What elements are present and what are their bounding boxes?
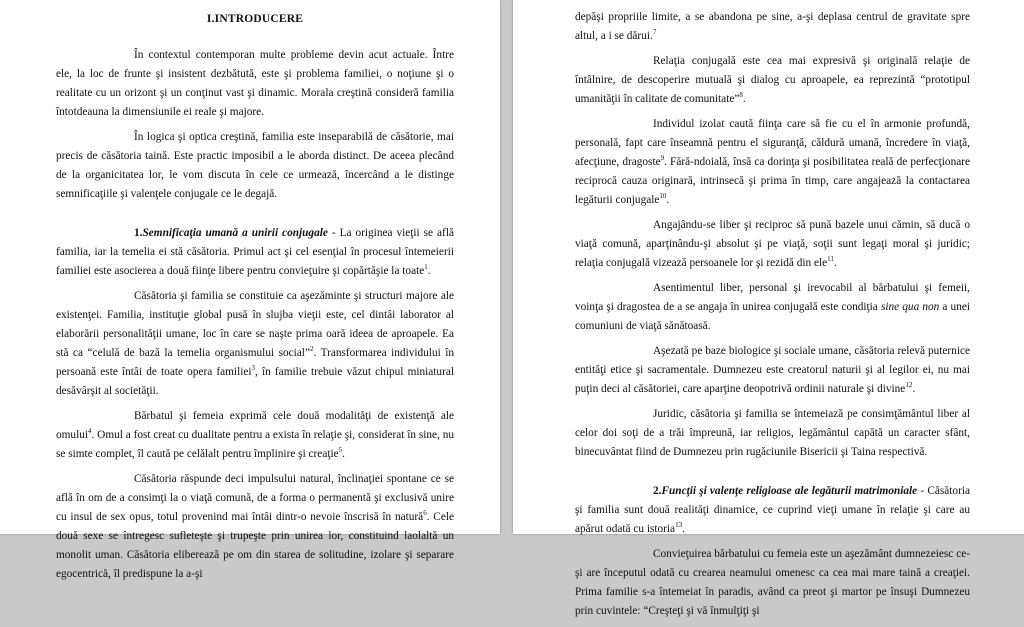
footnote-ref: 10 [659, 192, 667, 201]
page-right-content [575, 8, 970, 627]
footnote-ref: 6 [423, 509, 427, 518]
footnote-ref: 2 [309, 345, 314, 354]
footnote-ref: 8 [739, 91, 743, 100]
paragraph: Individul izolat caută fiinţa care să fie cu el în armonie profundă, personală, fapt care înseamnă pentru el siguranţă, căldură umană, încredere în viaţă, afecţiune, dragoste$^9$. Fără-ndoială, însă ca dorinţa şi posibilitatea reală de perfecţionare reciprocă cauza originară, intrinsecă şi prima în timp, care angajează la contactarea legăturii conjugale$^{10}$. [575, 118, 971, 206]
paragraph: Relaţia conjugală este cea mai expresivă şi originală relaţie de întâlnire, de descoperire mutuală şi dialog cu aproapele, ea reprezintă “prototipul umanităţii în calitate de comunitate”$^8$. [575, 55, 970, 105]
section-2-paragraph: 2.Funcţii şi valenţe religioase ale legăturii matrimoniale - Căsătoria şi familia sunt două realităţi dinamice, ce cuprind vieţi umane în relaţie şi care au apărut odată cu istoria$^{13}$. [575, 485, 970, 535]
chapter-title: I.INTRODUCERE [206, 13, 304, 25]
paragraph-continued: depăşi propriile limite, a se abandona pe sine, a-şi deplasa centrul de gravitate spre altul, a i se dărui.$^7$ [575, 11, 970, 42]
page-left-content [56, 10, 454, 590]
paragraph: Juridic, căsătoria şi familia se întemeiază pe consimţământul liber al celor doi soţi de a trăi împreună, iar religios, legământul capătă un caracter sfânt, binecuvântat fiind de Dumnezeu prin rugăciunile Bisericii şi Taina respectivă. [575, 408, 970, 458]
footnote-ref: 3 [251, 364, 256, 373]
paragraph: În contextul contemporan multe probleme devin acut actuale. Între ele, la loc de frunte şi insistent dezbătută, este şi problema familiei, o noţiune şi o realitate cu un orizont şi un conţinut vast şi dinamic. Morala creştină consideră familia întotdeauna la dimensiunile ei reale şi majore. [56, 49, 454, 118]
paragraph: Căsătoria şi familia se constituie ca aşezăminte şi structuri majore ale existenţei. Familia, instituţie global pusă în slujba vieţii este, cel dintâi laborator al elaborării personalităţii umane, loc în care se naşte prima oară ideea de aproapele. Ea stă ca “celulă de bază la temelia organismului social”$^2$. Transformarea individului în persoană este întâi de toate opera familiei$^3$, în familie trebuie văzut chipul miniatural desăvârşit al societăţii. [56, 290, 454, 397]
footnote-ref: 9 [660, 154, 665, 163]
footnote-ref: 11 [827, 255, 834, 264]
paragraph: În logica şi optica creştină, familia este inseparabilă de căsătorie, mai precis de căsătoria taină. Este practic imposibil a le aborda distinct. De aceea plecând de la organicitatea lor, le vom discuta în cele ce urmează, încercând a le distinge semnificaţiile şi valenţele conjugale ce le degajă. [56, 131, 454, 200]
paragraph: Aşezată pe baze biologice şi sociale umane, căsătoria relevă puternice entităţi etice şi sacramentale. Dumnezeu este creatorul naturii şi al legilor ei, nu mai puţin deci al căsătoriei, care aparţine deopotrivă ordinii naturale şi divine$^{12}$. [575, 345, 970, 395]
footnote-ref: 12 [905, 381, 913, 390]
section-2-heading: 2.Funcţii şi valenţe religioase ale legăturii matrimoniale [653, 485, 918, 497]
footnote-ref: 5 [338, 446, 343, 455]
section-1-heading: 1.Semnificaţia umană a unirii conjugale [134, 227, 328, 239]
paragraph: Bărbatul şi femeia exprimă cele două modalităţi de existenţă ale omului$^4$. Omul a fost creat cu dualitate pentru a exista în relaţie şi, considerat în sine, nu se simte complet, îl caută pe celălalt pentru împlinire şi creaţie$^5$. [56, 410, 454, 460]
footnote-ref: 7 [652, 28, 657, 37]
latin-phrase: sine qua non [880, 301, 940, 313]
paragraph: Căsătoria răspunde deci impulsului natural, înclinaţiei spontane ce se află în om de a consimţi la o viaţă comună, de a forma o permanentă şi exclusivă unire cu insul de sex opus, totul provenind mai întâi dintr-o nevoie înscrisă în natură$^6$. Cele două sexe se întregesc sufleteşte şi trupeşte prin unirea lor, constituind laolaltă un monolit uman. Căsătoria eliberează pe om din starea de solitudine, izolare şi separare egocentrică, îl predispune la a-şi [56, 473, 454, 580]
footnote-ref: 1 [424, 263, 428, 272]
footnote-ref: 4 [88, 427, 92, 436]
paragraph: Asentimentul liber, personal şi irevocabil al bărbatului şi femeii, voinţa şi dragostea de a se angaja în unirea conjugală este condiţia sine qua non a unei comuniuni de viaţă sănătoasă. [575, 282, 971, 332]
section-1-paragraph: 1.Semnificaţia umană a unirii conjugale - La originea vieţii se află familia, iar la temelia ei stă căsătoria. Primul act şi cel esenţial în procesul întemeierii familiei este asocierea a două fiinţe libere pentru convieţuire şi copărtăşie la toate$^1$. [56, 227, 454, 277]
footnote-ref: 13 [675, 521, 683, 530]
document-page-right [513, 0, 1024, 617]
paragraph: Convieţuirea bărbatului cu femeia este un aşezământ dumnezeiesc ce-şi are începutul odată cu crearea neamului omenesc ca cea mai mare taină a creaţiei. Prima familie s-a întemeiat în paradis, având ca preot şi martor pe însuşi Dumnezeu prin cuvintele: “Creşteţi şi vă înmulţiţi şi [575, 548, 970, 617]
paragraph: Angajându-se liber şi reciproc să pună bazele unui cămin, să ducă o viaţă comună, aparţinându-şi absolut şi pe viaţă, soţii sunt legaţi moral şi juridic; relaţia conjugală vizează persoanele lor şi rezidă din ele$^{11}$. [575, 219, 970, 269]
document-page-left [0, 0, 500, 580]
